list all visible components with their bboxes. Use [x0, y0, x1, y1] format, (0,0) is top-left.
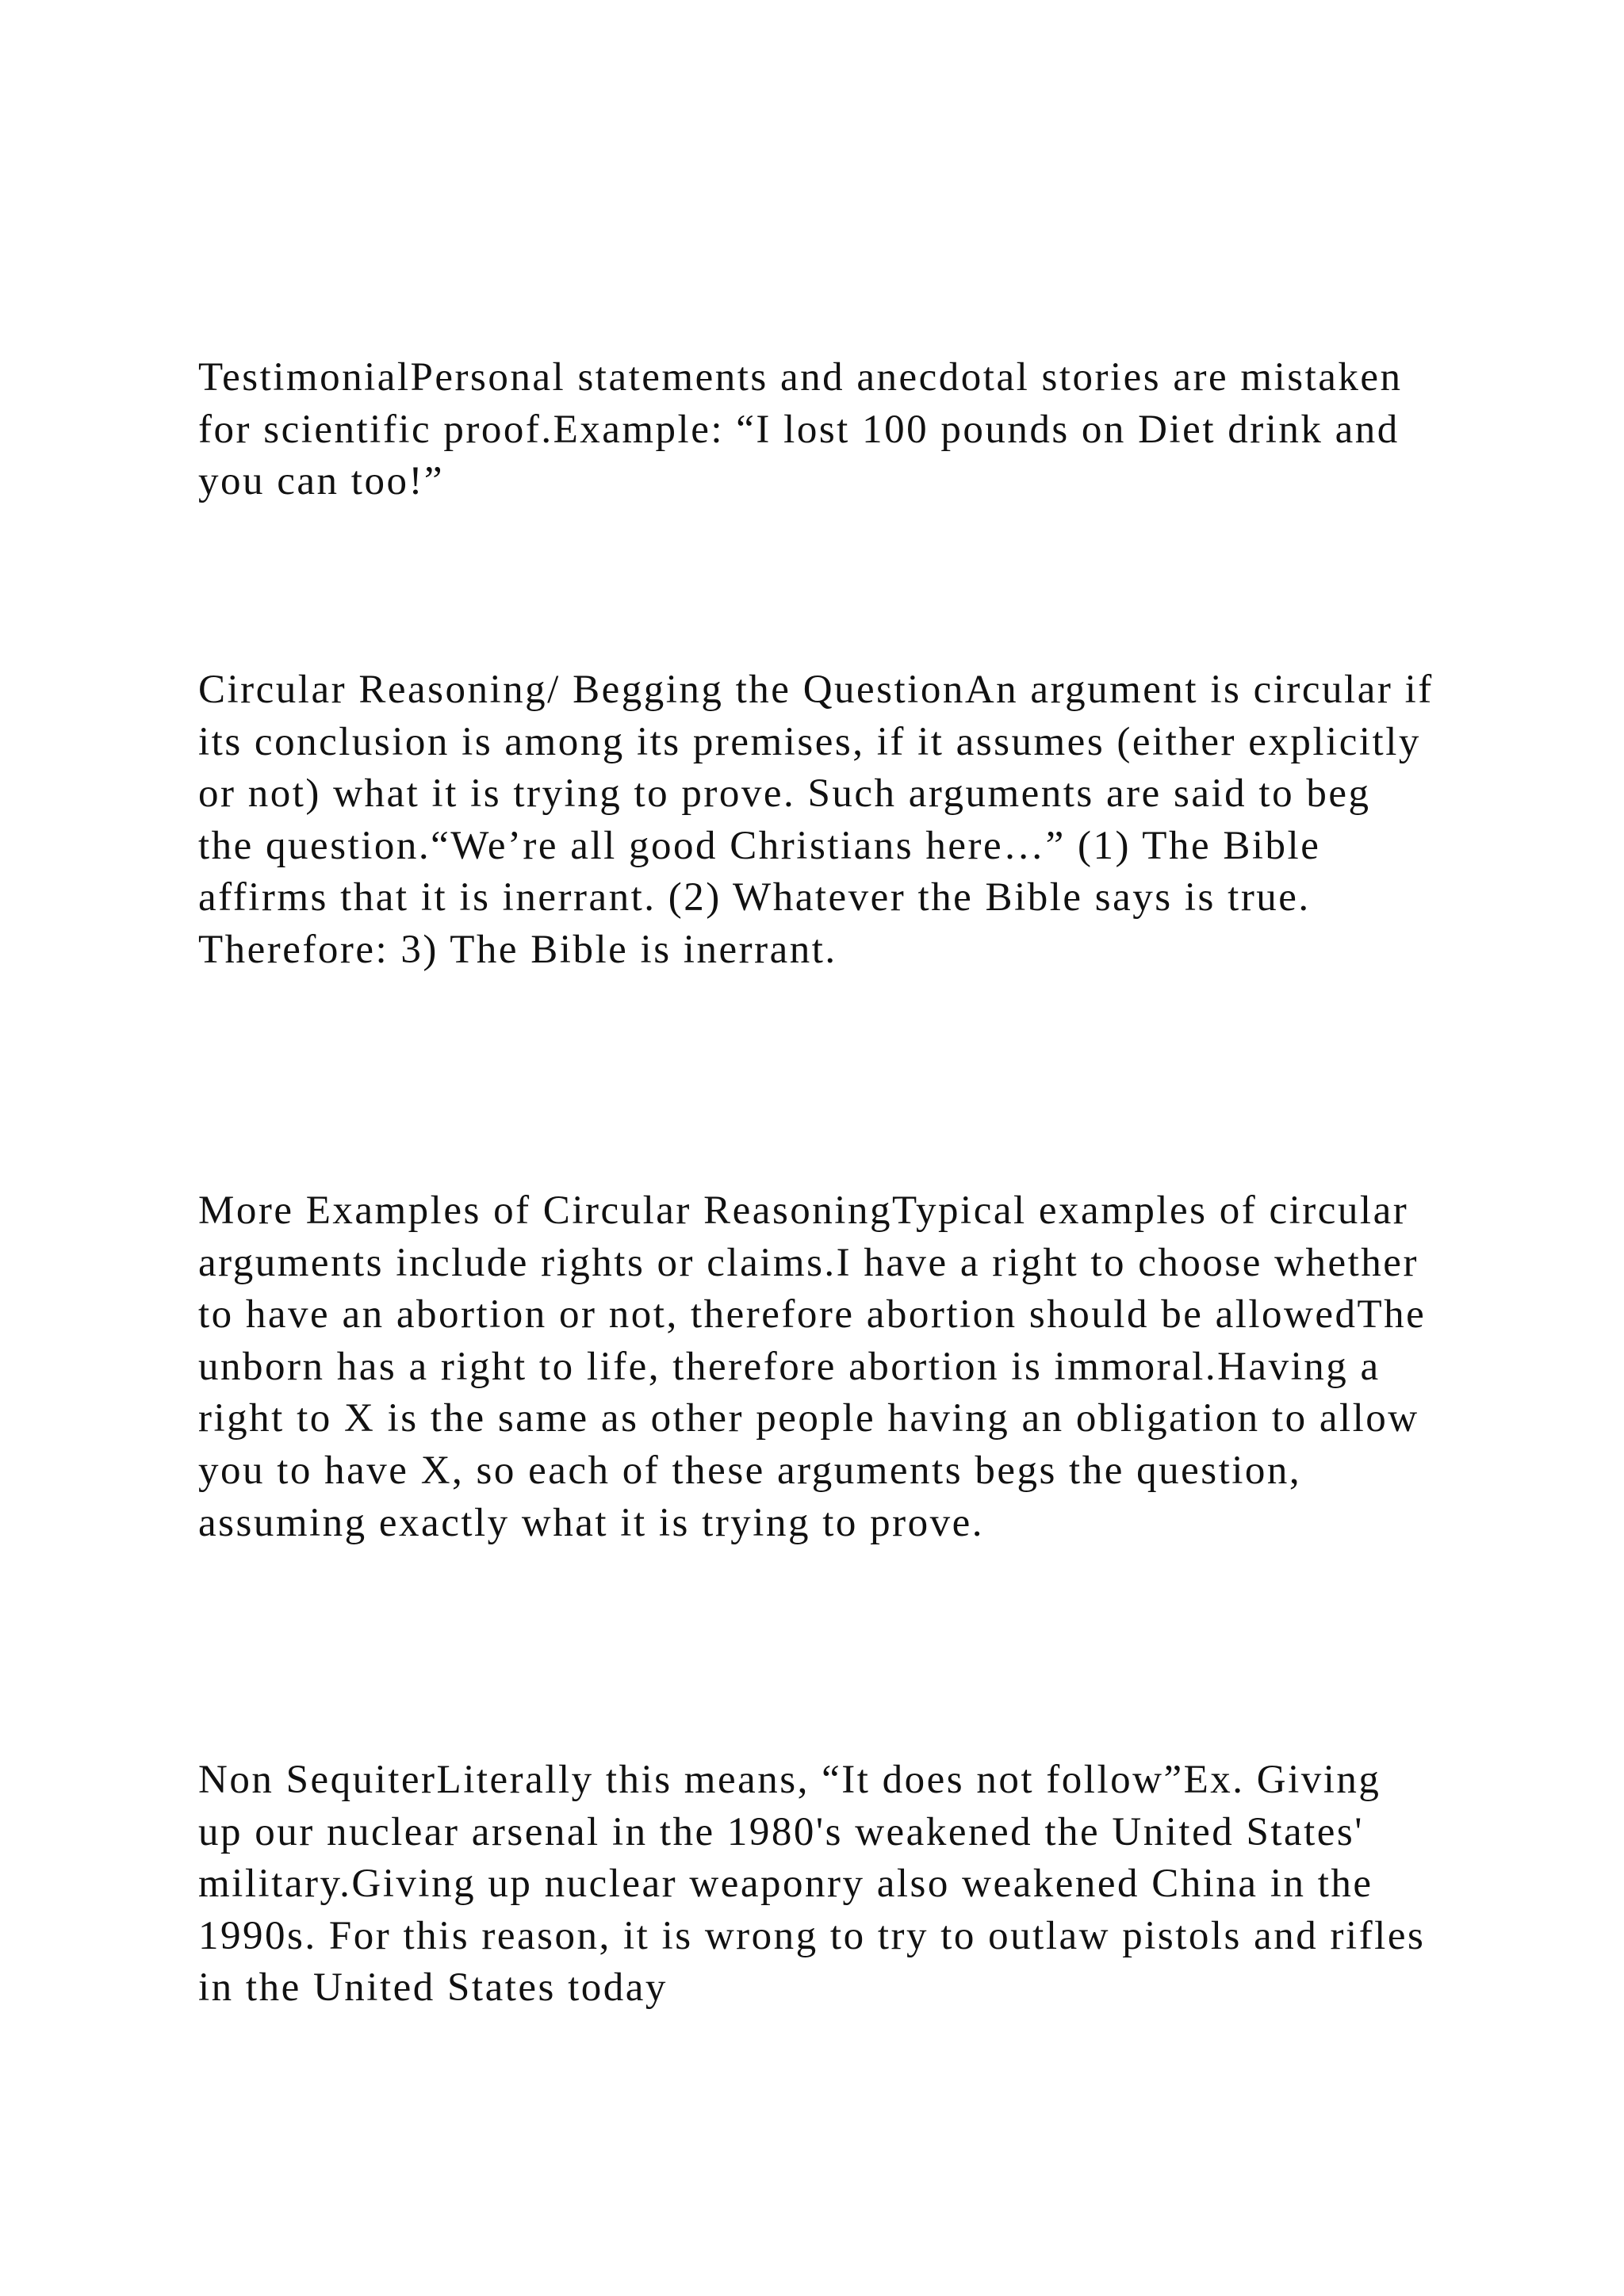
paragraph-circular-reasoning-examples: More Examples of Circular ReasoningTypical examples of circular arguments include rights or claims.I have a right to choose whether to have an abortion or not, therefore abortion should be allowedThe unborn has a right to life, therefore abortion is immoral.Having a right to X is the same as other people having an obligation to allow you to have X, so each of these arguments begs the question, assuming exactly what it is trying to prove. — [198, 1188, 1427, 1545]
paragraph-circular-reasoning: Circular Reasoning/ Begging the QuestionAn argument is circular if its conclusion is among its premises, if it assumes (either explicitly or not) what it is trying to prove. Such arguments are said to beg the question.“We’re all good Christians here…” (1) The Bible affirms that it is inerrant. (2) Whatever the Bible says is true. Therefore: 3) The Bible is inerrant. — [198, 668, 1434, 972]
paragraph-testimonial: TestimonialPersonal statements and anecdotal stories are mistaken for scientific proof.Example: “I lost 100 pounds on Diet drink and you can too!” — [198, 355, 1403, 504]
paragraph-non-sequiter: Non SequiterLiterally this means, “It does not follow”Ex. Giving up our nuclear arsenal in the 1980's weakened the United States' military.Giving up nuclear weaponry also weakened China in the 1990s. For this reason, it is wrong to try to outlaw pistols and rifles in the United States today — [198, 1758, 1426, 2011]
